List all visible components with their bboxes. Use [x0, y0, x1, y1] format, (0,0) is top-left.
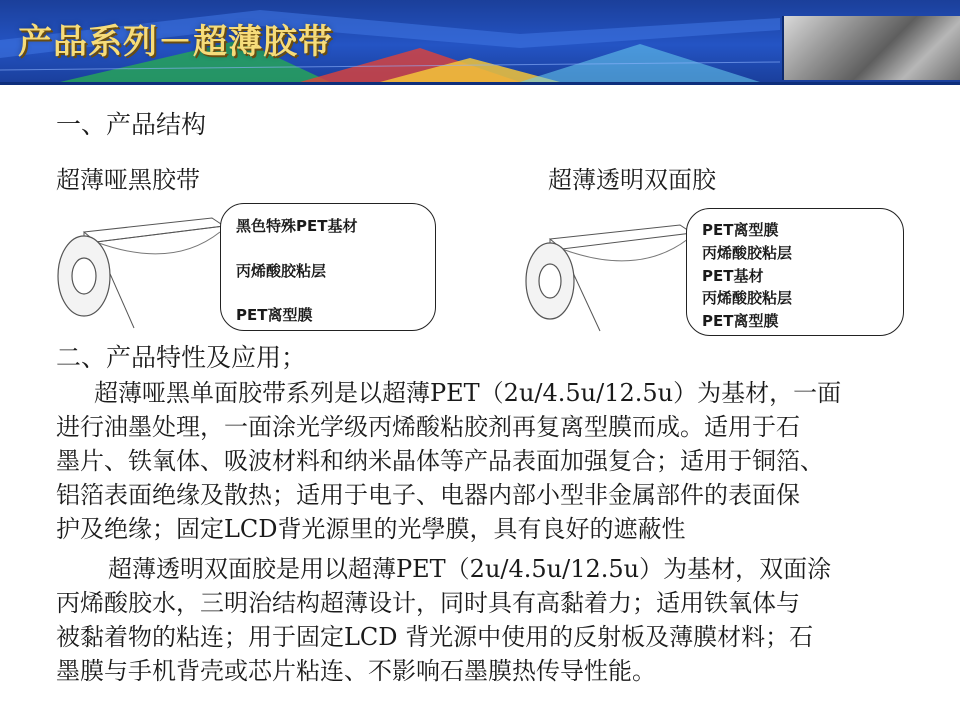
section-heading-structure: 一、产品结构	[56, 110, 207, 139]
layer-label: 黑色特殊PET基材	[236, 217, 358, 235]
page-title: 产品系列－超薄胶带	[18, 22, 333, 62]
layer-label: 丙烯酸胶粘层	[702, 244, 793, 262]
paragraph-line: 进行油墨处理，一面涂光学级丙烯酸粘胶剂再复离型膜而成。适用于石	[56, 413, 800, 441]
paragraph-line: 被黏着物的粘连；用于固定LCD 背光源中使用的反射板及薄膜材料；石	[56, 623, 814, 651]
layer-label: PET离型膜	[236, 306, 313, 324]
left-product-title: 超薄哑黑胶带	[56, 166, 200, 194]
layer-label: PET离型膜	[702, 312, 779, 330]
paragraph-line: 护及绝缘；固定LCD背光源里的光學膜，具有良好的遮蔽性	[56, 515, 686, 543]
right-product-title: 超薄透明双面胶	[548, 166, 716, 194]
paragraph-line: 铝箔表面绝缘及散热；适用于电子、电器内部小型非金属部件的表面保	[56, 481, 800, 509]
tape-roll-diagram-right	[520, 215, 710, 345]
header-photo	[782, 16, 960, 80]
header-divider	[0, 82, 960, 85]
paragraph-line: 超薄透明双面胶是用以超薄PET（2u/4.5u/12.5u）为基材，双面涂	[108, 555, 832, 583]
section-heading-features: 二、产品特性及应用；	[56, 343, 307, 372]
tape-roll-diagram-left	[52, 210, 242, 340]
layer-label: PET离型膜	[702, 221, 779, 239]
paragraph-line: 墨膜与手机背壳或芯片粘连、不影响石墨膜热传导性能。	[56, 657, 656, 685]
layer-label: 丙烯酸胶粘层	[236, 262, 327, 280]
header-banner	[0, 0, 960, 82]
paragraph-line: 墨片、铁氧体、吸波材料和纳米晶体等产品表面加强复合；适用于铜箔、	[56, 447, 824, 475]
paragraph-line: 丙烯酸胶水，三明治结构超薄设计，同时具有高黏着力；适用铁氧体与	[56, 589, 800, 617]
layer-label: 丙烯酸胶粘层	[702, 289, 793, 307]
paragraph-transparent-double-sided	[56, 552, 916, 688]
paragraph-line: 超薄哑黑单面胶带系列是以超薄PET（2u/4.5u/12.5u）为基材，一面	[94, 379, 842, 407]
layer-label: PET基材	[702, 267, 764, 285]
paragraph-matte-black-tape	[56, 376, 916, 546]
